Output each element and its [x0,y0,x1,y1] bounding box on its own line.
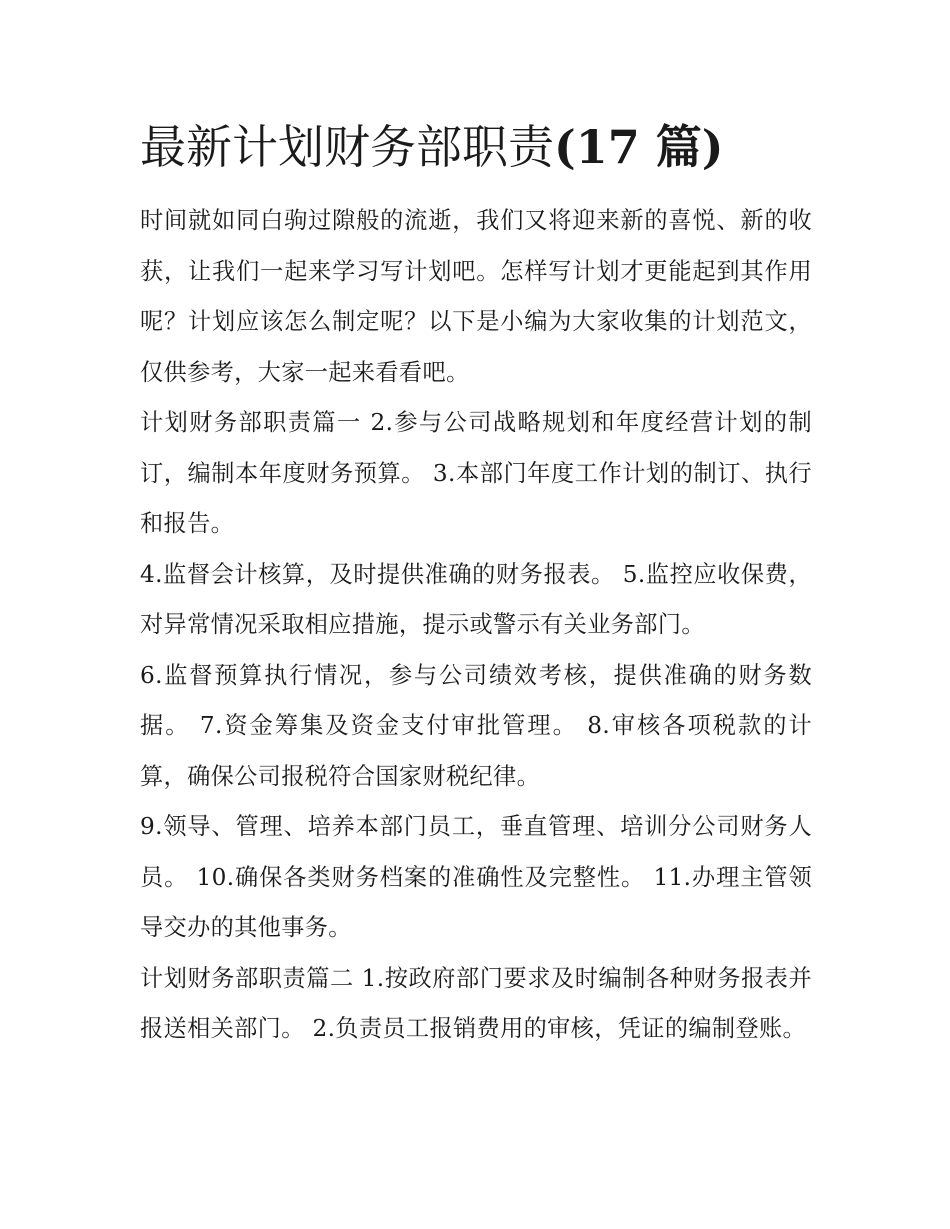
document-title [140,112,812,182]
body-paragraph: 4.监督会计核算，及时提供准确的财务报表。 5.监控应收保费，对异常情况采取相应措施，提示或警示有关业务部门。 [140,560,812,638]
document-title-count: (17 篇) [554,120,724,174]
document-page [140,112,812,1055]
body-paragraph: 计划财务部职责篇二 1.按政府部门要求及时编制各种财务报表并报送相关部门。 2.负责员工报销费用的审核，凭证的编制登账。 [140,964,812,1042]
intro-paragraph: 时间就如同白驹过隙般的流逝，我们又将迎来新的喜悦、新的收获，让我们一起来学习写计划吧。怎样写计划才更能起到其作用呢？计划应该怎么制定呢？以下是小编为大家收集的计划范文，仅供参考，大家一起来看看吧。 [140,207,812,386]
body-paragraph: 计划财务部职责篇一 2.参与公司战略规划和年度经营计划的制订，编制本年度财务预算。 3.本部门年度工作计划的制订、执行和报告。 [140,409,812,537]
document-title-text: 最新计划财务部职责 [140,120,554,174]
body-paragraph: 9.领导、管理、培养本部门员工，垂直管理、培训分公司财务人员。 10.确保各类财务档案的准确性及完整性。 11.办理主管领导交办的其他事务。 [140,813,812,941]
body-paragraph: 6.监督预算执行情况，参与公司绩效考核，提供准确的财务数据。 7.资金筹集及资金支付审批管理。 8.审核各项税款的计算，确保公司报税符合国家财税纪律。 [140,661,812,790]
